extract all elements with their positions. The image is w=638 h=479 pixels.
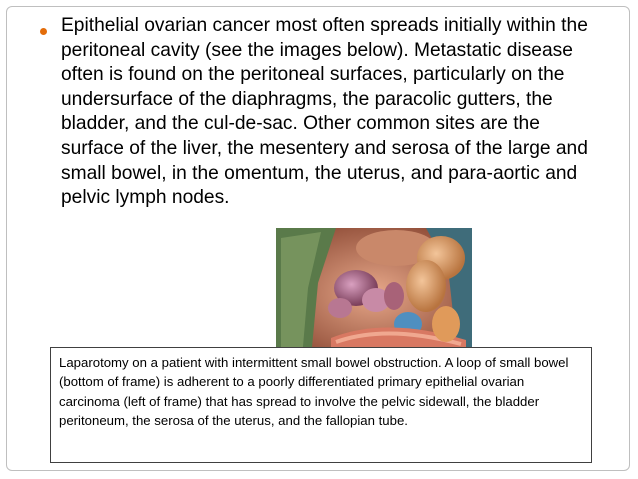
body-paragraph: Epithelial ovarian cancer most often spreads initially within the peritoneal cavity (see the images below). Metastatic disease often is found on the peritoneal surfaces, particularly on the undersurface of the diaphragms, the paracolic gutters, the bladder, and the cul-de-sac. Other common sites are the surface of the liver, the mesentery and serosa of the large and small bowel, in the omentum, the uterus, and para-aortic and pelvic lymph nodes. (61, 15, 588, 209)
photo-caption-box (50, 347, 592, 463)
bullet-icon (40, 28, 47, 35)
laparotomy-photo (276, 228, 472, 358)
photo-caption: Laparotomy on a patient with intermittent small bowel obstruction. A loop of small bowel (bottom of frame) is adherent to a poorly differentiated primary epithelial ovarian carcinoma (left of frame) that has spread to involve the pelvic sidewall, the bladder peritoneum, the serosa of the uterus, and the fallopian tube. (59, 355, 569, 428)
